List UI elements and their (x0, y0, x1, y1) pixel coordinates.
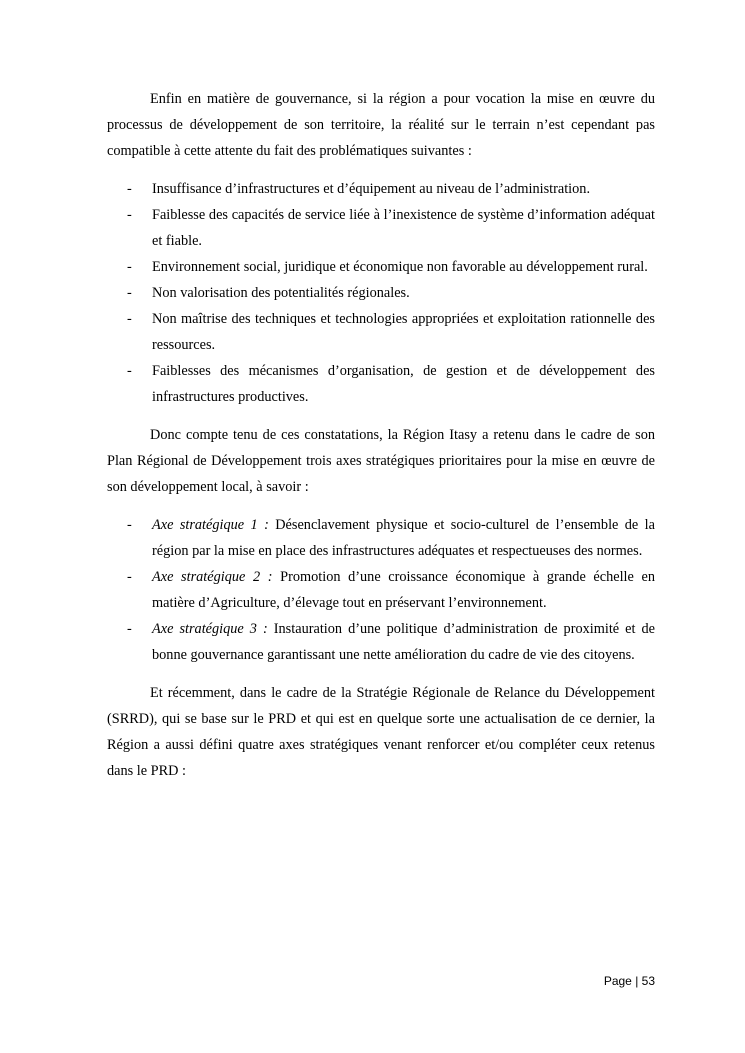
bullet-dash: - (127, 363, 132, 379)
bullet-dash: - (127, 569, 132, 585)
list-item (107, 306, 655, 358)
bullet-dash: - (127, 285, 132, 301)
document-page (107, 86, 655, 796)
list-item (107, 202, 655, 254)
axe-label: Axe stratégique 3 : (152, 621, 268, 637)
problems-list (107, 176, 655, 410)
page-number-footer: Page | 53 (603, 974, 655, 988)
axe-text: Instauration d’une politique d’administration de proximité et de bonne gouvernance garantissant une nette amélioration du cadre de vie des citoyens. (152, 621, 656, 663)
paragraph-strategic-axes-intro: Donc compte tenu de ces constatations, la Région Itasy a retenu dans le cadre de son Plan Régional de Développement trois axes stratégiques prioritaires pour la mise en œuvre de son développement local, à savoir : (107, 427, 655, 495)
bullet-dash: - (127, 207, 132, 223)
list-item (107, 616, 655, 668)
list-item-text: Environnement social, juridique et économique non favorable au développement rural. (152, 259, 648, 275)
list-item-text: Faiblesses des mécanismes d’organisation, de gestion et de développement des infrastructures productives. (152, 363, 655, 405)
list-item (107, 254, 655, 280)
axe-text: Promotion d’une croissance économique à grande échelle en matière d’Agriculture, d’élevage tout en préservant l’environnement. (152, 569, 655, 611)
bullet-dash: - (127, 181, 132, 197)
bullet-dash: - (127, 517, 132, 533)
strategic-axes-list (107, 512, 655, 668)
list-item (107, 280, 655, 306)
axe-label: Axe stratégique 1 : (152, 517, 269, 533)
bullet-dash: - (127, 621, 132, 637)
list-item-text: Non valorisation des potentialités régionales. (152, 285, 410, 301)
list-item (107, 564, 655, 616)
list-item (107, 176, 655, 202)
paragraph-srrd: Et récemment, dans le cadre de la Stratégie Régionale de Relance du Développement (SRRD), qui se base sur le PRD et qui est en quelque sorte une actualisation de ce dernier, la Région a aussi défini quatre axes stratégiques venant renforcer et/ou compléter ceux retenus dans le PRD : (107, 685, 655, 779)
bullet-dash: - (127, 311, 132, 327)
list-item (107, 358, 655, 410)
list-item (107, 512, 655, 564)
axe-text: Désenclavement physique et socio-culturel de l’ensemble de la région par la mise en place des infrastructures adéquates et respectueuses des normes. (152, 517, 655, 559)
list-item-text: Insuffisance d’infrastructures et d’équipement au niveau de l’administration. (152, 181, 591, 197)
axe-label: Axe stratégique 2 : (152, 569, 273, 585)
paragraph-governance: Enfin en matière de gouvernance, si la région a pour vocation la mise en œuvre du processus de développement de son territoire, la réalité sur le terrain n’est cependant pas compatible à cette attente du fait des problématiques suivantes : (107, 91, 655, 159)
list-item-text: Non maîtrise des techniques et technologies appropriées et exploitation rationnelle des ressources. (152, 311, 655, 353)
bullet-dash: - (127, 259, 132, 275)
list-item-text: Faiblesse des capacités de service liée à l’inexistence de système d’information adéquat et fiable. (152, 207, 655, 249)
